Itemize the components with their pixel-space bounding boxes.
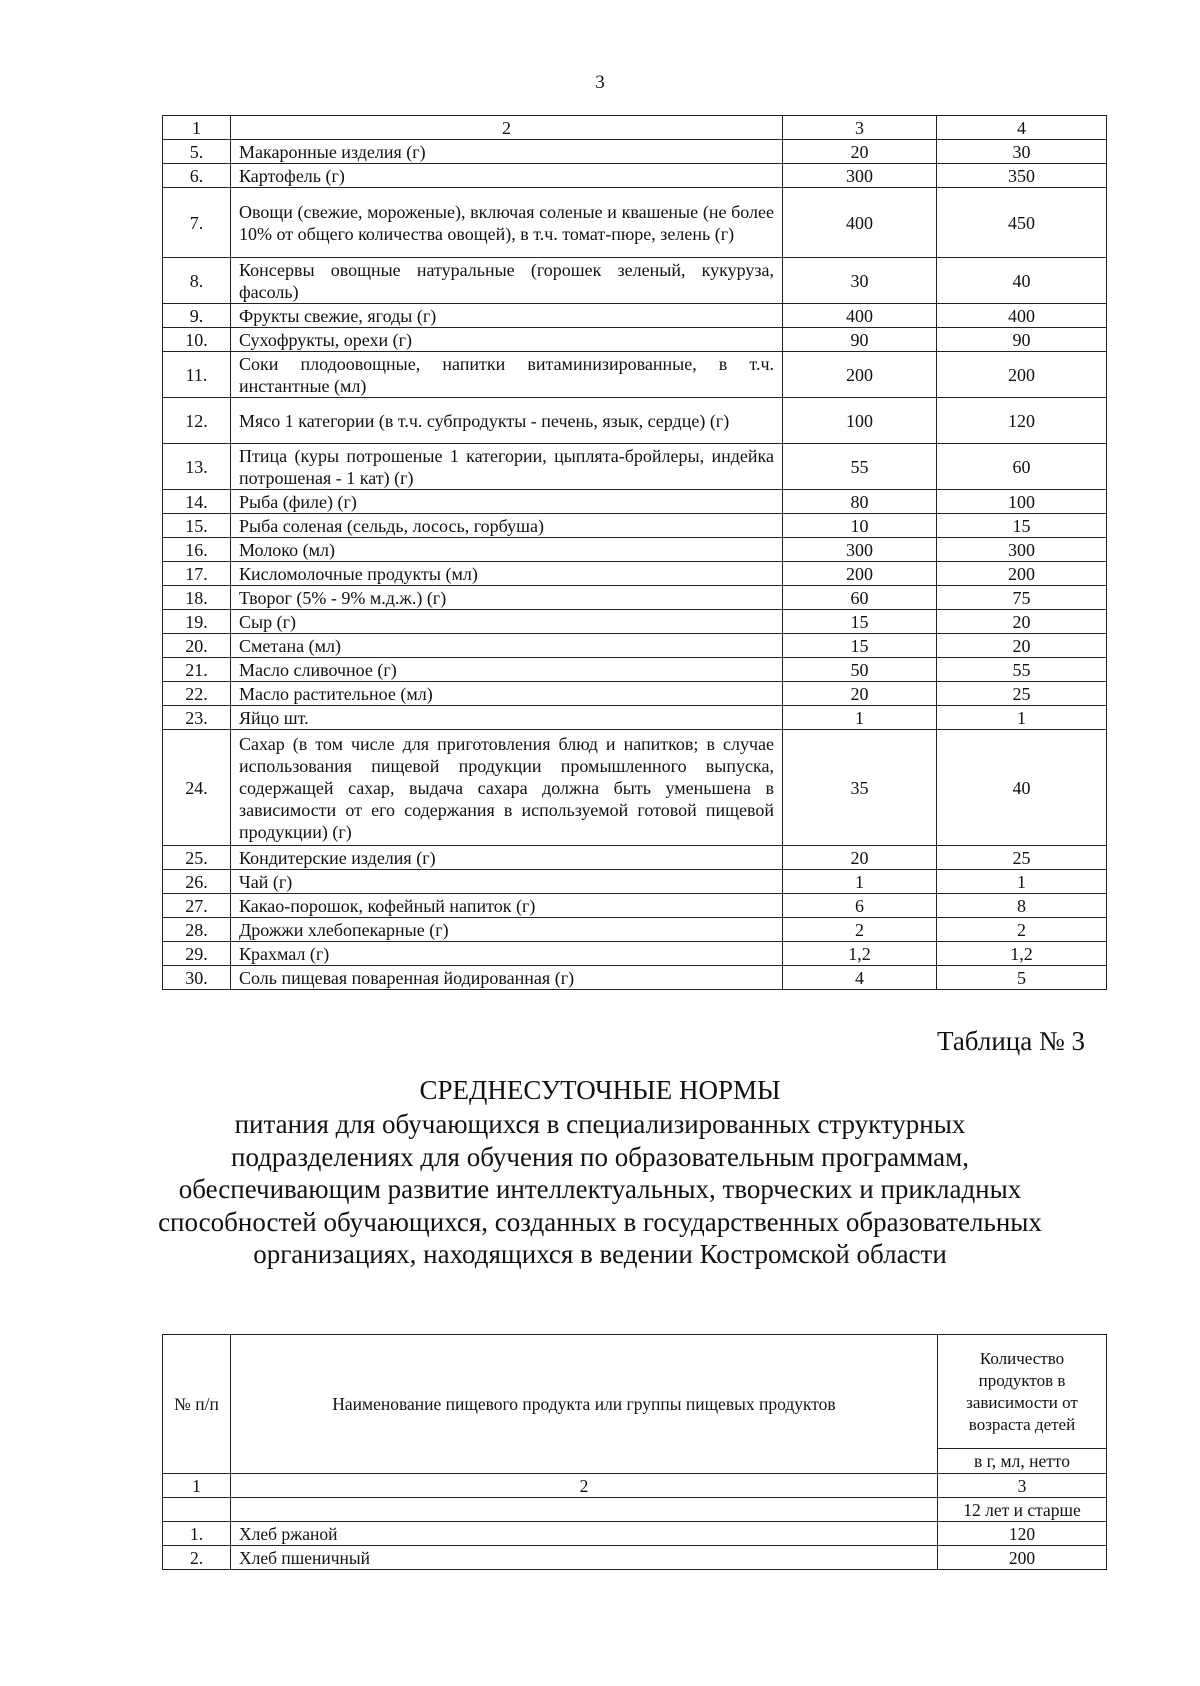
row-number: 5.: [163, 140, 231, 164]
value-column-4: 350: [937, 164, 1107, 188]
index-cell: 2: [231, 1474, 938, 1498]
value-column-4: 2: [937, 918, 1107, 942]
column-header-unit: в г, мл, нетто: [938, 1449, 1107, 1474]
product-name: Картофель (г): [231, 164, 783, 188]
column-header-number: № п/п: [163, 1335, 231, 1474]
value-column-3: 20: [783, 846, 937, 870]
row-number: 20.: [163, 634, 231, 658]
table-row: [163, 538, 1107, 562]
value-column-4: 8: [937, 894, 1107, 918]
table-row: [163, 490, 1107, 514]
value-column-3: 15: [783, 634, 937, 658]
table-index-row: [163, 116, 1107, 140]
row-number: 14.: [163, 490, 231, 514]
row-number: 27.: [163, 894, 231, 918]
table-header-row: [163, 1335, 1107, 1449]
age-group-row: [163, 1498, 1107, 1522]
product-name: Сыр (г): [231, 610, 783, 634]
empty-cell: [231, 1498, 938, 1522]
value-column-4: 1: [937, 706, 1107, 730]
document-subtitle: питания для обучающихся в специализированных структурных подразделениях для обучения по образовательным программам, обеспечивающим развитие интеллектуальных, творческих и прикладных способностей обучающихся, созданных в государственных образовательных организациях, находящихся в ведении Костромской области: [158, 1109, 1042, 1269]
value-column-3: 200: [938, 1546, 1107, 1570]
table-row: [163, 164, 1107, 188]
value-column-3: 400: [783, 188, 937, 258]
row-number: 8.: [163, 258, 231, 304]
table-row: [163, 398, 1107, 444]
table-row: [163, 634, 1107, 658]
table-row: [163, 258, 1107, 304]
row-number: 29.: [163, 942, 231, 966]
row-number: 9.: [163, 304, 231, 328]
value-column-4: 40: [937, 258, 1107, 304]
row-number: 24.: [163, 730, 231, 846]
value-column-4: 200: [937, 352, 1107, 398]
age-group-cell: 12 лет и старше: [938, 1498, 1107, 1522]
table-row: [163, 706, 1107, 730]
table-row: [163, 328, 1107, 352]
table-number-label: Таблица № 3: [937, 1026, 1085, 1056]
table-row: [163, 188, 1107, 258]
product-name: Рыба соленая (сельдь, лосось, горбуша): [231, 514, 783, 538]
row-number: 19.: [163, 610, 231, 634]
row-number: 22.: [163, 682, 231, 706]
product-name: Кисломолочные продукты (мл): [231, 562, 783, 586]
table-row: [163, 730, 1107, 846]
table-row: [163, 918, 1107, 942]
value-column-4: 90: [937, 328, 1107, 352]
row-number: 15.: [163, 514, 231, 538]
empty-cell: [163, 1498, 231, 1522]
value-column-4: 55: [937, 658, 1107, 682]
table-row: [163, 1522, 1107, 1546]
value-column-4: 1,2: [937, 942, 1107, 966]
value-column-4: 20: [937, 610, 1107, 634]
index-cell: 1: [163, 1474, 231, 1498]
document-title: СРЕДНЕСУТОЧНЫЕ НОРМЫ: [419, 1075, 781, 1105]
row-number: 26.: [163, 870, 231, 894]
value-column-4: 75: [937, 586, 1107, 610]
value-column-3: 200: [783, 562, 937, 586]
product-name: Хлеб пшеничный: [231, 1546, 938, 1570]
table-row: [163, 514, 1107, 538]
index-cell: 3: [783, 116, 937, 140]
table-row: [163, 966, 1107, 990]
value-column-3: 1: [783, 870, 937, 894]
product-name: Макаронные изделия (г): [231, 140, 783, 164]
table-index-row: [163, 1474, 1107, 1498]
table-row: [163, 586, 1107, 610]
product-name: Консервы овощные натуральные (горошек зеленый, кукуруза, фасоль): [231, 258, 783, 304]
value-column-3: 55: [783, 444, 937, 490]
row-number: 18.: [163, 586, 231, 610]
table-row: [163, 870, 1107, 894]
value-column-4: 450: [937, 188, 1107, 258]
index-cell: 1: [163, 116, 231, 140]
value-column-4: 300: [937, 538, 1107, 562]
page-number: 3: [595, 72, 605, 93]
product-name: Соль пищевая поваренная йодированная (г): [231, 966, 783, 990]
product-name: Овощи (свежие, мороженые), включая соленые и квашеные (не более 10% от общего количества овощей), в т.ч. томат-пюре, зелень (г): [231, 188, 783, 258]
row-number: 10.: [163, 328, 231, 352]
product-name: Рыба (филе) (г): [231, 490, 783, 514]
value-column-3: 80: [783, 490, 937, 514]
product-name: Масло растительное (мл): [231, 682, 783, 706]
index-cell: 4: [937, 116, 1107, 140]
table-row: [163, 562, 1107, 586]
value-column-3: 300: [783, 164, 937, 188]
value-column-4: 100: [937, 490, 1107, 514]
value-column-3: 1: [783, 706, 937, 730]
value-column-3: 20: [783, 682, 937, 706]
value-column-3: 50: [783, 658, 937, 682]
table-row: [163, 894, 1107, 918]
value-column-3: 90: [783, 328, 937, 352]
value-column-4: 1: [937, 870, 1107, 894]
row-number: 7.: [163, 188, 231, 258]
value-column-3: 10: [783, 514, 937, 538]
value-column-4: 5: [937, 966, 1107, 990]
table-row: [163, 140, 1107, 164]
product-name: Дрожжи хлебопекарные (г): [231, 918, 783, 942]
table-row: [163, 352, 1107, 398]
value-column-3: 4: [783, 966, 937, 990]
row-number: 16.: [163, 538, 231, 562]
table-row: [163, 304, 1107, 328]
row-number: 21.: [163, 658, 231, 682]
row-number: 23.: [163, 706, 231, 730]
row-number: 11.: [163, 352, 231, 398]
value-column-4: 15: [937, 514, 1107, 538]
column-header-name: Наименование пищевого продукта или группы пищевых продуктов: [231, 1335, 938, 1474]
value-column-3: 300: [783, 538, 937, 562]
value-column-3: 60: [783, 586, 937, 610]
table-row: [163, 610, 1107, 634]
table-row: [163, 444, 1107, 490]
nutrition-table-continued: [162, 115, 1107, 990]
product-name: Фрукты свежие, ягоды (г): [231, 304, 783, 328]
value-column-3: 120: [938, 1522, 1107, 1546]
product-name: Творог (5% - 9% м.д.ж.) (г): [231, 586, 783, 610]
product-name: Хлеб ржаной: [231, 1522, 938, 1546]
table-row: [163, 942, 1107, 966]
row-number: 25.: [163, 846, 231, 870]
product-name: Какао-порошок, кофейный напиток (г): [231, 894, 783, 918]
value-column-4: 20: [937, 634, 1107, 658]
product-name: Крахмал (г): [231, 942, 783, 966]
value-column-4: 25: [937, 682, 1107, 706]
row-number: 2.: [163, 1546, 231, 1570]
row-number: 17.: [163, 562, 231, 586]
product-name: Сметана (мл): [231, 634, 783, 658]
value-column-4: 30: [937, 140, 1107, 164]
value-column-3: 400: [783, 304, 937, 328]
value-column-4: 400: [937, 304, 1107, 328]
value-column-4: 40: [937, 730, 1107, 846]
product-name: Яйцо шт.: [231, 706, 783, 730]
product-name: Кондитерские изделия (г): [231, 846, 783, 870]
row-number: 30.: [163, 966, 231, 990]
value-column-4: 25: [937, 846, 1107, 870]
value-column-3: 20: [783, 140, 937, 164]
table-row: [163, 682, 1107, 706]
value-column-3: 35: [783, 730, 937, 846]
column-header-quantity: Количество продуктов в зависимости от возраста детей: [938, 1335, 1107, 1449]
value-column-3: 15: [783, 610, 937, 634]
value-column-3: 100: [783, 398, 937, 444]
index-cell: 2: [231, 116, 783, 140]
product-name: Молоко (мл): [231, 538, 783, 562]
product-name: Птица (куры потрошеные 1 категории, цыплята-бройлеры, индейка потрошеная - 1 кат) (г): [231, 444, 783, 490]
value-column-3: 200: [783, 352, 937, 398]
value-column-4: 200: [937, 562, 1107, 586]
row-number: 13.: [163, 444, 231, 490]
index-cell: 3: [938, 1474, 1107, 1498]
value-column-3: 30: [783, 258, 937, 304]
product-name: Сухофрукты, орехи (г): [231, 328, 783, 352]
row-number: 28.: [163, 918, 231, 942]
product-name: Масло сливочное (г): [231, 658, 783, 682]
row-number: 1.: [163, 1522, 231, 1546]
value-column-3: 1,2: [783, 942, 937, 966]
product-name: Сахар (в том числе для приготовления блюд и напитков; в случае использования пищевой продукции промышленного выпуска, содержащей сахар, выдача сахара должна быть уменьшена в зависимости от его содержания в используемой готовой пищевой продукции) (г): [231, 730, 783, 846]
value-column-3: 6: [783, 894, 937, 918]
table-row: [163, 1546, 1107, 1570]
nutrition-table-3: [162, 1334, 1107, 1570]
product-name: Соки плодоовощные, напитки витаминизированные, в т.ч. инстантные (мл): [231, 352, 783, 398]
product-name: Чай (г): [231, 870, 783, 894]
value-column-4: 60: [937, 444, 1107, 490]
row-number: 12.: [163, 398, 231, 444]
product-name: Мясо 1 категории (в т.ч. субпродукты - печень, язык, сердце) (г): [231, 398, 783, 444]
table-row: [163, 846, 1107, 870]
value-column-3: 2: [783, 918, 937, 942]
table-row: [163, 658, 1107, 682]
value-column-4: 120: [937, 398, 1107, 444]
row-number: 6.: [163, 164, 231, 188]
